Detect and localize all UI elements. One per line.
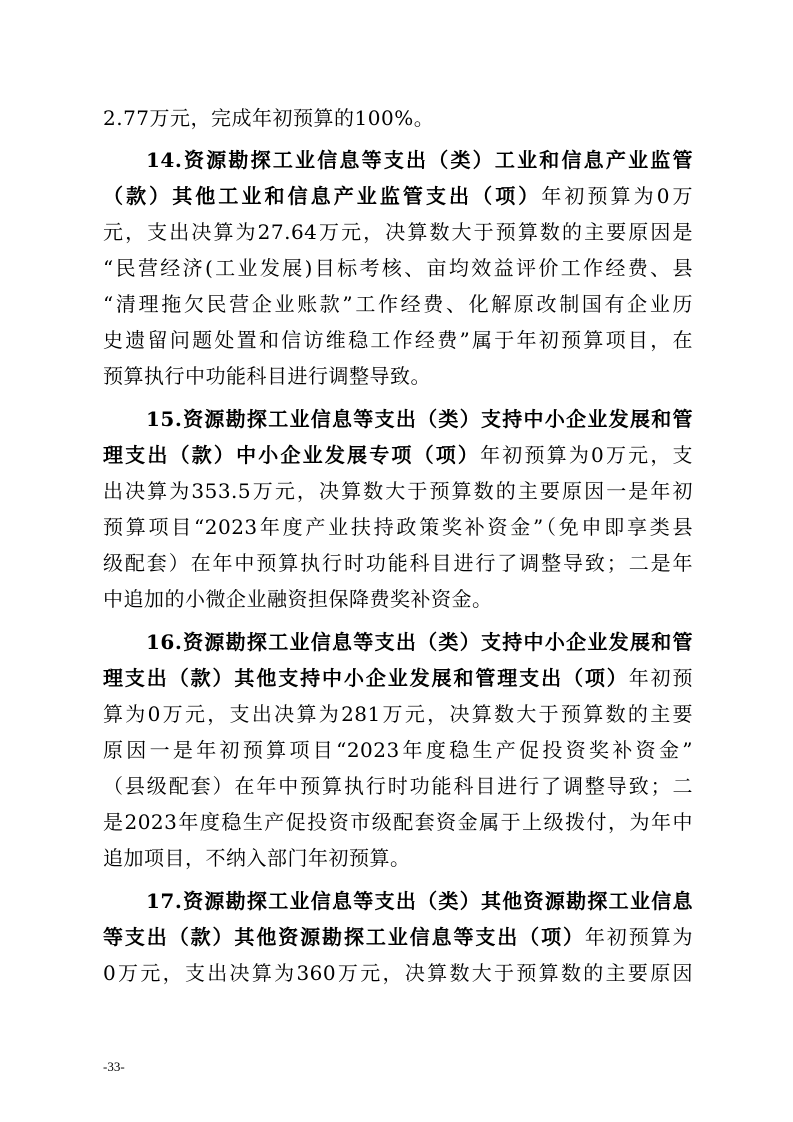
text-line: [146, 883, 693, 919]
paragraph-text: 预算项目“2023年度产业扶持政策奖补资金”（免申即享类县: [103, 515, 693, 539]
text-line: [103, 358, 693, 394]
text-line: [103, 696, 693, 732]
text-line: [103, 286, 693, 322]
paragraph-text: （县级配套）在年中预算执行时功能科目进行了调整导致；二: [103, 774, 693, 798]
page-number: -33-: [103, 1059, 125, 1074]
text-line: [103, 919, 693, 955]
text-line: [103, 581, 693, 617]
paragraph-text: 追加项目，不纳入部门年初预算。: [103, 846, 411, 870]
text-line: [146, 624, 693, 660]
section-heading: 14.资源勘探工业信息等支出（类）工业和信息产业监管: [146, 148, 693, 172]
paragraph-text: 预算执行中功能科目进行调整导致。: [103, 364, 431, 388]
section-heading: 17.资源勘探工业信息等支出（类）其他资源勘探工业信息: [146, 889, 693, 913]
section-heading: 16.资源勘探工业信息等支出（类）支持中小企业发展和管: [146, 630, 693, 654]
text-line: [103, 250, 693, 286]
text-line: [103, 473, 693, 509]
text-line: [103, 509, 693, 545]
paragraph-text: 原因一是年初预算项目“2023年度稳生产促投资奖补资金”: [103, 738, 693, 762]
paragraph-text: 算为0万元，支出决算为281万元，决算数大于预算数的主要: [103, 702, 693, 726]
text-line: [103, 545, 693, 581]
text-line: [103, 322, 693, 358]
section-heading: （款）其他工业和信息产业监管支出（项）: [103, 184, 542, 208]
text-line: [103, 955, 693, 991]
section-heading: 理支出（款）中小企业发展专项（项）: [103, 443, 481, 467]
paragraph-text: 2.77万元，完成年初预算的100%。: [103, 106, 435, 130]
text-line: [103, 100, 693, 136]
text-line: [103, 214, 693, 250]
paragraph-text: 年初预算为0万元，支: [480, 443, 693, 467]
paragraph-text: 出决算为353.5万元，决算数大于预算数的主要原因一是年初: [103, 479, 693, 503]
paragraph-text: 元，支出决算为27.64万元，决算数大于预算数的主要原因是: [103, 220, 693, 244]
paragraph-text: 年初预: [628, 666, 694, 690]
text-line: [146, 401, 693, 437]
paragraph-text: “清理拖欠民营企业账款”工作经费、化解原改制国有企业历: [103, 292, 693, 316]
text-line: [103, 437, 693, 473]
paragraph-text: 级配套）在年中预算执行时功能科目进行了调整导致；二是年: [103, 551, 693, 575]
text-line: [103, 804, 693, 840]
section-heading: 15.资源勘探工业信息等支出（类）支持中小企业发展和管: [146, 407, 693, 431]
section-heading: 理支出（款）其他支持中小企业发展和管理支出（项）: [103, 666, 629, 690]
paragraph-text: “民营经济(工业发展)目标考核、亩均效益评价工作经费、县: [103, 256, 693, 280]
paragraph-text: 年初预算为0万: [541, 184, 693, 208]
text-line: [103, 840, 693, 876]
text-line: [103, 660, 693, 696]
text-line: [103, 768, 693, 804]
paragraph-text: 史遗留问题处置和信访维稳工作经费”属于年初预算项目，在: [103, 328, 693, 352]
paragraph-text: 年初预算为: [584, 925, 694, 949]
text-line: [146, 142, 693, 178]
text-line: [103, 178, 693, 214]
paragraph-text: 是2023年度稳生产促投资市级配套资金属于上级拨付，为年中: [103, 810, 693, 834]
paragraph-text: 0万元，支出决算为360万元，决算数大于预算数的主要原因: [103, 961, 693, 985]
section-heading: 等支出（款）其他资源勘探工业信息等支出（项）: [103, 925, 585, 949]
paragraph-text: 中追加的小微企业融资担保降费奖补资金。: [103, 587, 493, 611]
text-line: [103, 732, 693, 768]
